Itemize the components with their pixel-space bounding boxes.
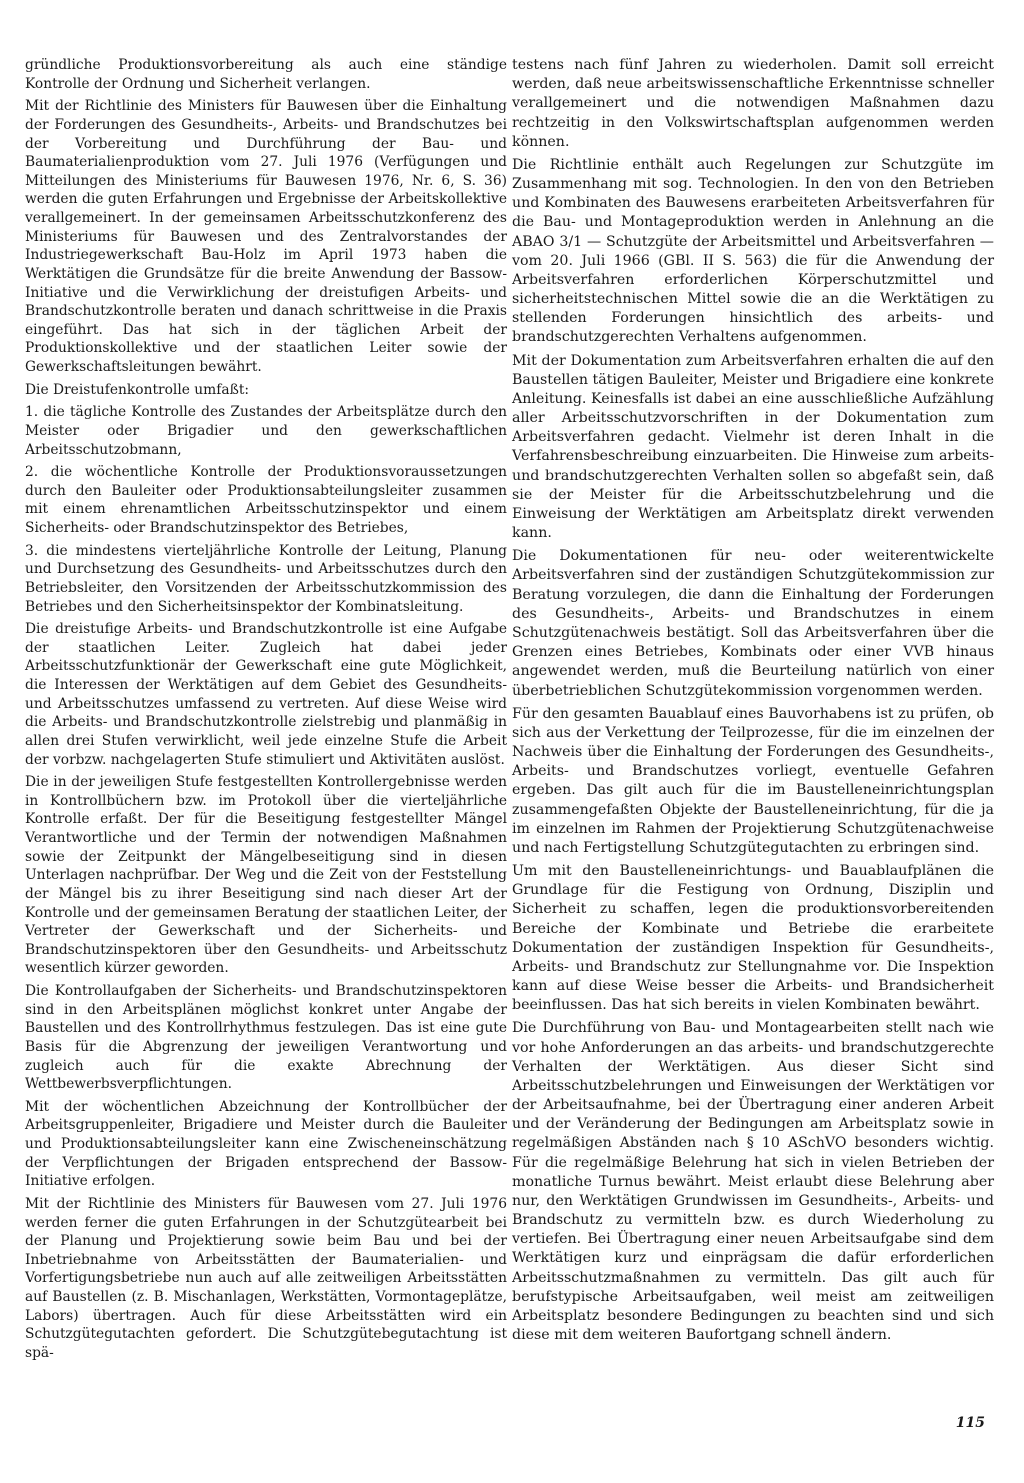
paragraph: Für den gesamten Bauablauf eines Bauvorhabens ist zu prüfen, ob sich aus der Verkettung der Teilprozesse, für die im einzelnen der Nachweis über die Einhaltung der Forderungen des Gesundheits-, Arbeits- und Brandschutzes vorliegt, eventuelle Gefahren ergeben. Das gilt auch für die im Baustelleneinrichtungsplan zusammengefaßten Objekte der Baustelleneinrichtung, für die ja im einzelnen im Rahmen der Projektierung Schutzgütenachweise und nach Fertigstellung Schutzgütegutachten zu erbringen sind. (512, 705, 994, 856)
paragraph: Die in der jeweiligen Stufe festgestellten Kontrollergebnisse werden in Kontrollbüchern bzw. im Protokoll über die vierteljährliche Kontrolle erfaßt. Der für die Beseitigung festgestellter Mängel Verantwortliche und der Termin der notwendigen Maßnahmen sowie der Zeitpunkt der Mängelbeseitigung sind in diesen Unterlagen nachprüfbar. Der Weg und die Zeit von der Feststellung der Mängel bis zu ihrer Beseitigung sind nach dieser Art der Kontrolle und der gemeinsamen Beratung der staatlichen Leiter, der Vertreter der Gewerkschaft und der Sicherheits- und Brandschutzinspektoren über den Gesundheits- und Arbeitsschutz wesentlich kürzer geworden. (25, 774, 507, 977)
paragraph: Die Richtlinie enthält auch Regelungen zur Schutzgüte im Zusammenhang mit sog. Technologien. In den von den Betrieben und Kombinaten des Bauwesens erarbeiteten Arbeitsverfahren für die Bau- und Montageproduktion werden in Anlehnung an die ABAO 3/1 — Schutzgüte der Arbeitsmittel und Arbeitsverfahren — vom 20. Juli 1966 (GBl. II S. 563) die für die Anwendung der Arbeitsverfahren erforderlichen Körperschutzmittel und sicherheitstechnischen Mittel sowie die an die Werktätigen zu stellenden Forderungen hinsichtlich des arbeits- und brandschutzgerechten Verhaltens aufgenommen. (512, 156, 994, 346)
paragraph: testens nach fünf Jahren zu wiederholen. Damit soll erreicht werden, daß neue arbeitswissenschaftliche Erkenntnisse schneller verallgemeinert und die notwendigen Maßnahmen dazu rechtzeitig in den Volkswirtschaftsplan aufgenommen werden können. (512, 57, 994, 150)
paragraph: Mit der Dokumentation zum Arbeitsverfahren erhalten die auf den Baustellen tätigen Bauleiter, Meister und Brigadiere eine konkrete Anleitung. Keinesfalls ist dabei an eine ausschließliche Aufzählung aller Arbeitsschutzvorschriften in der Dokumentation zum Arbeitsverfahren gedacht. Vielmehr ist deren Inhalt in die Verfahrensbeschreibung einzuarbeiten. Die Hinweise zum arbeits- und brandschutzgerechten Verhalten sollen so abgefaßt sein, daß sie der Meister für die Arbeitsschutzbelehrung und die Einweisung der Werktätigen am Arbeitsplatz direkt verwenden kann. (512, 352, 994, 542)
left-text-column (25, 56, 507, 1367)
list-item: 2. die wöchentliche Kontrolle der Produktionsvoraussetzungen durch den Bauleiter oder Produktionsabteilungsleiter zusammen mit einem ehrenamtlichen Arbeitsschutzinspektor und einem Sicherheits- oder Brandschutzinspektor des Betriebes, (25, 464, 507, 536)
paragraph: Mit der Richtlinie des Ministers für Bauwesen über die Einhaltung der Forderungen des Gesundheits-, Arbeits- und Brandschutzes bei der Vorbereitung und Durchführung der Bau- und Baumaterialienproduktion vom 27. Juli 1976 (Verfügungen und Mitteilungen des Ministeriums für Bauwesen 1976, Nr. 6, S. 36) werden die guten Erfahrungen und Ergebnisse der Arbeitskollektive verallgemeinert. In der gemeinsamen Arbeitsschutzkonferenz des Ministeriums für Bauwesen und des Zentralvorstandes der Industriegewerkschaft Bau-Holz im April 1973 haben die Werktätigen die Grundsätze für die breite Anwendung der Bassow-Initiative und die Verwirklichung der dreistufigen Arbeits- und Brandschutzkontrolle beraten und danach schrittweise in die Praxis eingeführt. Das hat sich in der täglichen Arbeit der Produktionskollektive und der staatlichen Leiter sowie der Gewerkschaftsleitungen bewährt. (25, 98, 507, 375)
list-intro: Die Dreistufenkontrolle umfaßt: (25, 381, 250, 398)
paragraph: Mit der wöchentlichen Abzeichnung der Kontrollbücher der Arbeitsgruppenleiter, Brigadiere und Meister durch die Bauleiter und Produktionsabteilungsleiter kann eine Zwischeneinschätzung der Verpflichtungen der Brigaden entsprechend der Bassow-Initiative erfolgen. (25, 1098, 507, 1190)
paragraph: gründliche Produktionsvorbereitung als auch eine ständige Kontrolle der Ordnung und Sicherheit verlangen. (25, 57, 507, 92)
paragraph: Die Durchführung von Bau- und Montagearbeiten stellt nach wie vor hohe Anforderungen an das arbeits- und brandschutzgerechte Verhalten der Werktätigen. Aus dieser Sicht sind Arbeitsschutzbelehrungen und Einweisungen der Werktätigen vor der Arbeitsaufnahme, bei der Übertragung einer anderen Arbeit und der Veränderung der Bedingungen am Arbeitsplatz sowie in regelmäßigen Abständen nach § 10 ASchVO besonders wichtig. Für die regelmäßige Belehrung hat sich in vielen Betrieben der monatliche Turnus bewährt. Meist erlaubt diese Belehrung aber nur, den Werktätigen Grundwissen im Gesundheits-, Arbeits- und Brandschutz zu vermitteln bzw. es durch Wiederholung zu vertiefen. Bei Übertragung einer neuen Arbeitsaufgabe sind dem Werktätigen kurz und einprägsam die dafür erforderlichen Arbeitsschutzmaßnahmen zu vermitteln. Das gilt auch für berufstypische Arbeitsaufgaben, weil meist am zeitweiligen Arbeitsplatz besondere Bedingungen zu beachten sind und sich diese mit dem weiteren Baufortgang schnell ändern. (512, 1020, 994, 1344)
paragraph: Um mit den Baustelleneinrichtungs- und Bauablaufplänen die Grundlage für die Festigung von Ordnung, Disziplin und Sicherheit zu schaffen, legen die produktionsvorbereitenden Bereiche der Kombinate und Betriebe die erarbeitete Dokumentation der zuständigen Inspektion für Gesundheits-, Arbeits- und Brandschutz zur Stellungnahme vor. Die Inspektion kann auf diese Weise besser die Arbeits- und Brandsicherheit beeinflussen. Das hat sich bereits in vielen Kombinaten bewährt. (512, 863, 994, 1014)
page-number: 115 (955, 1415, 985, 1431)
right-text-column (512, 56, 994, 1349)
list-item: 3. die mindestens vierteljährliche Kontrolle der Leitung, Planung und Durchsetzung des Gesundheits- und Arbeitsschutzes durch den Betriebsleiter, den Vorsitzenden der Arbeitsschutzkommission des Betriebes und den Sicherheitsinspektor der Kombinatsleitung. (25, 542, 507, 615)
paragraph: Die Kontrollaufgaben der Sicherheits- und Brandschutzinspektoren sind in den Arbeitsplänen möglichst konkret unter Angabe der Baustellen und des Kontrollrhythmus festzulegen. Das ist eine gute Basis für die Abgrenzung der jeweiligen Verantwortung und zugleich auch für die exakte Abrechnung der Wettbewerbsverpflichtungen. (25, 983, 507, 1093)
paragraph: Mit der Richtlinie des Ministers für Bauwesen vom 27. Juli 1976 werden ferner die guten Erfahrungen in der Schutzgütearbeit bei der Planung und Projektierung sowie beim Bau und bei der Inbetriebnahme von Arbeitsstätten der Baumaterialien- und Vorfertigungsbetriebe nun auch auf alle zeitweiligen Arbeitsstätten auf Baustellen (z. B. Mischanlagen, Werkstätten, Vormontageplätze, Labors) übertragen. Auch für diese Arbeitsstätten wird ein Schutzgütegutachten gefordert. Die Schutzgütebegutachtung ist spä- (25, 1195, 507, 1361)
paragraph: Die Dokumentationen für neu- oder weiterentwickelte Arbeitsverfahren sind der zuständigen Schutzgütekommission zur Beratung vorzulegen, die dann die Einhaltung der Forderungen des Gesundheits-, Arbeits- und Brandschutzes in einem Schutzgütenachweis bestätigt. Soll das Arbeitsverfahren über die Grenzen eines Betriebes, Kombinats oder einer VVB hinaus angewendet werden, muß die Beurteilung natürlich von einer überbetrieblichen Schutzgütekommission vorgenommen werden. (512, 548, 994, 699)
list-item: 1. die tägliche Kontrolle des Zustandes der Arbeitsplätze durch den Meister oder Brigadier und den gewerkschaftlichen Arbeitsschutzobmann, (25, 404, 507, 458)
paragraph: Die dreistufige Arbeits- und Brandschutzkontrolle ist eine Aufgabe der staatlichen Leiter. Zugleich hat dabei jeder Arbeitsschutzfunktionär der Gewerkschaft eine gute Möglichkeit, die Interessen der Werktätigen auf dem Gebiet des Gesundheits- und Arbeitsschutzes umfassend zu vertreten. Auf diese Weise wird die Arbeits- und Brandschutzkontrolle zielstrebig und planmäßig in allen drei Stufen verwirklicht, weil jede einzelne Stufe die Arbeit der vorbzw. nachgelagerten Stufe stimuliert und Aktivitäten auslöst. (25, 621, 507, 768)
